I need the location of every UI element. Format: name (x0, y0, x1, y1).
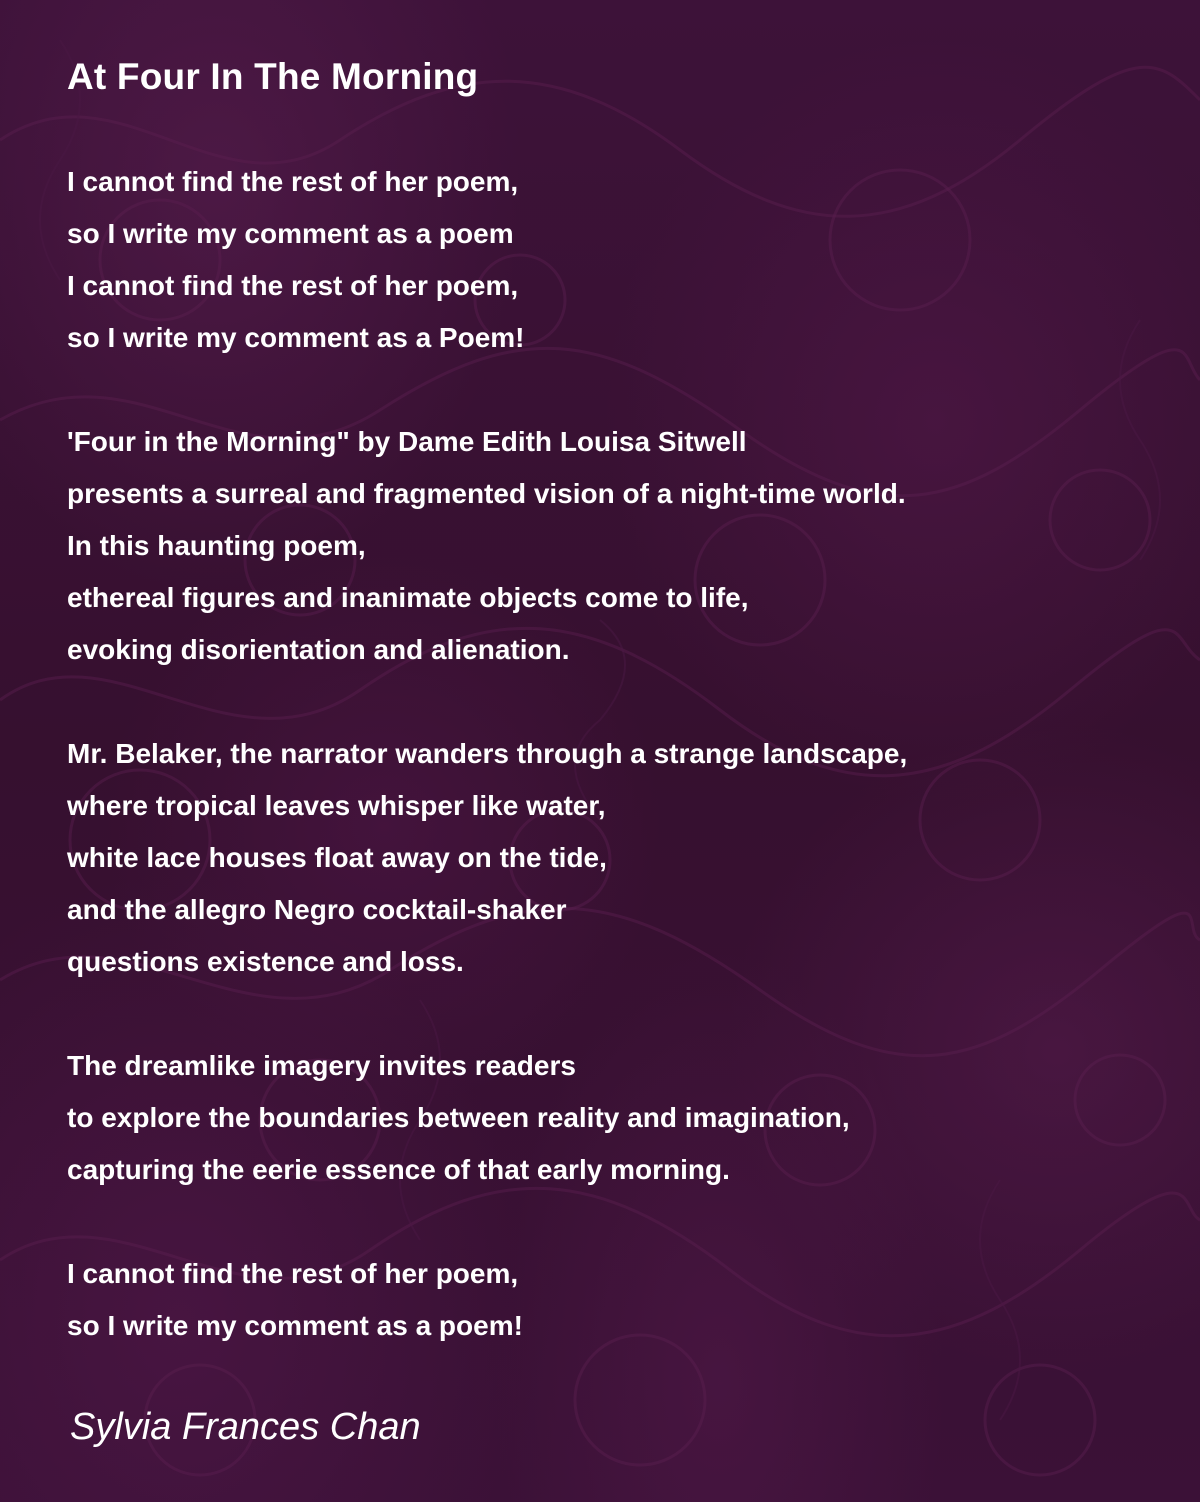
poem-line: ethereal figures and inanimate objects come to life, (67, 582, 749, 613)
poem-line: capturing the eerie essence of that early morning. (67, 1154, 730, 1185)
stanza-5 (67, 1248, 1147, 1352)
poem-line: Mr. Belaker, the narrator wanders through a strange landscape, (67, 738, 908, 769)
poem-line: where tropical leaves whisper like water, (67, 790, 606, 821)
poem-line: I cannot find the rest of her poem, (67, 270, 519, 301)
poem-line: so I write my comment as a poem! (67, 1310, 523, 1341)
poem-line: The dreamlike imagery invites readers (67, 1050, 576, 1081)
poem-line: white lace houses float away on the tide, (67, 842, 607, 873)
poem-line: evoking disorientation and alienation. (67, 634, 570, 665)
stanza-1 (67, 156, 1147, 364)
poem-line: I cannot find the rest of her poem, (67, 1258, 519, 1289)
poem-line: so I write my comment as a poem (67, 218, 514, 249)
poem-line: 'Four in the Morning" by Dame Edith Louisa Sitwell (67, 426, 747, 457)
stanza-3 (67, 728, 1147, 988)
poem-line: questions existence and loss. (67, 946, 464, 977)
poem-line: I cannot find the rest of her poem, (67, 166, 519, 197)
poem-line: to explore the boundaries between reality and imagination, (67, 1102, 850, 1133)
poem-line: and the allegro Negro cocktail-shaker (67, 894, 567, 925)
poem-body (67, 156, 1147, 1352)
poem-content (67, 52, 1147, 1404)
poem-title: At Four In The Morning (67, 56, 479, 97)
poem-line: so I write my comment as a Poem! (67, 322, 525, 353)
stanza-4 (67, 1040, 1147, 1196)
stanza-2 (67, 416, 1147, 676)
poem-line: In this haunting poem, (67, 530, 366, 561)
poem-line: presents a surreal and fragmented vision of a night-time world. (67, 478, 906, 509)
author-name: Sylvia Frances Chan (70, 1406, 421, 1448)
